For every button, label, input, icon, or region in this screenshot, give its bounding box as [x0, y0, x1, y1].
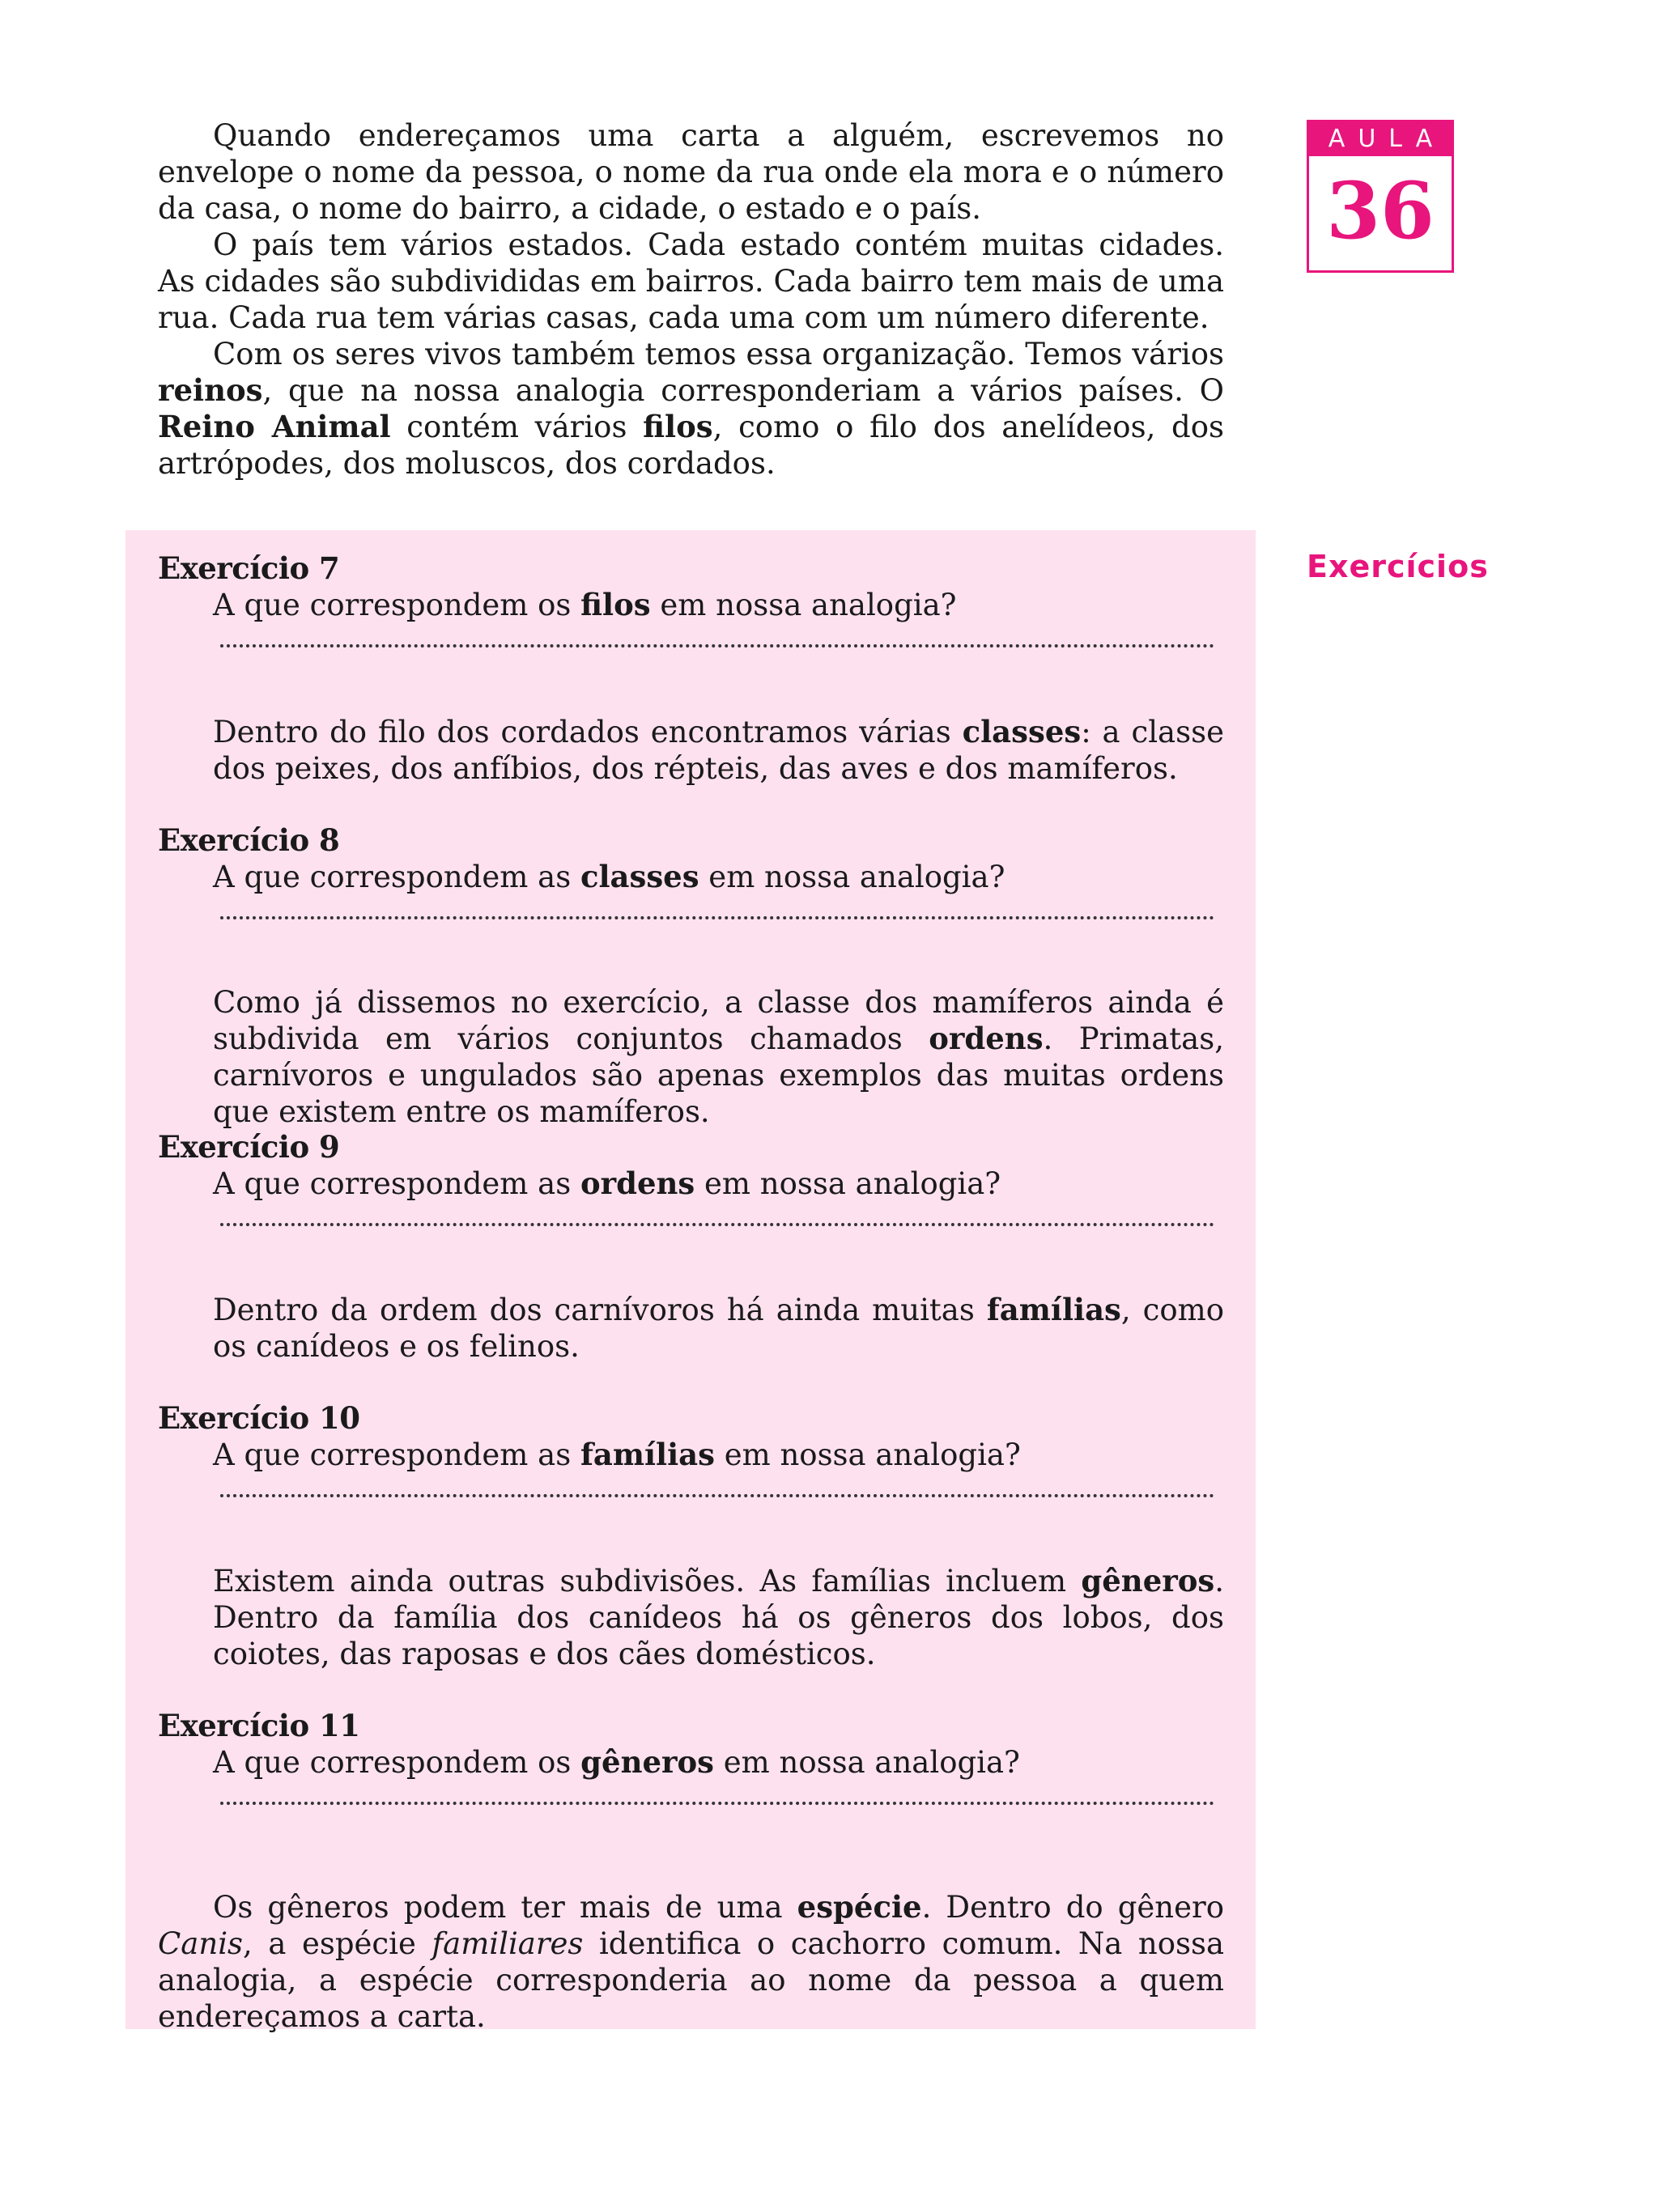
- exercise-title-8: Exercício 8: [158, 822, 340, 858]
- exercise-question-8: A que correspondem as classes em nossa analogia?: [213, 859, 1005, 894]
- answer-line-9[interactable]: [220, 1223, 1214, 1226]
- exercise-question-7: A que correspondem os filos em nossa analogia?: [213, 587, 957, 622]
- section-title: Exercícios: [1307, 549, 1489, 584]
- text-especie: Os gêneros podem ter mais de uma espécie. Dentro do gênero Canis, a espécie familiares identifica o cachorro comum. Na nossa analogia, a espécie corresponderia ao nome da pessoa a quem endereçamos a carta.: [158, 1889, 1225, 2034]
- answer-line-8[interactable]: [220, 916, 1214, 919]
- lesson-badge: [1307, 120, 1454, 273]
- answer-line-10[interactable]: [220, 1494, 1214, 1497]
- text-familias: Dentro da ordem dos carnívoros há ainda muitas famílias, como os canídeos e os felinos.: [213, 1292, 1224, 1364]
- exercise-question-9: A que correspondem as ordens em nossa analogia?: [213, 1165, 1001, 1201]
- answer-line-11[interactable]: [220, 1802, 1214, 1805]
- lesson-number: 36: [1326, 165, 1435, 257]
- lesson-label: AULA: [1309, 122, 1452, 156]
- intro-paragraph-3: Com os seres vivos também temos essa organização. Temos vários reinos, que na nossa analogia corresponderiam a vários países. O Reino Animal contém vários filos, como o filo dos anelídeos, dos artrópodes, dos moluscos, dos cordados.: [158, 337, 1224, 481]
- exercise-title-7: Exercício 7: [158, 550, 340, 586]
- intro-paragraph-1: Quando endereçamos uma carta a alguém, escrevemos no envelope o nome da pessoa, o nome da rua onde ela mora e o número da casa, o nome do bairro, a cidade, o estado e o país.: [158, 118, 1224, 226]
- answer-line-7[interactable]: [220, 644, 1214, 647]
- exercise-title-9: Exercício 9: [158, 1129, 340, 1165]
- text-generos: Existem ainda outras subdivisões. As famílias incluem gêneros. Dentro da família dos canídeos há os gêneros dos lobos, dos coiotes, das raposas e dos cães domésticos.: [213, 1563, 1224, 1671]
- exercise-title-11: Exercício 11: [158, 1708, 360, 1743]
- intro-paragraph-2: O país tem vários estados. Cada estado contém muitas cidades. As cidades são subdivididas em bairros. Cada bairro tem mais de uma rua. Cada rua tem várias casas, cada uma com um número diferente.: [158, 227, 1224, 335]
- exercise-question-11: A que correspondem os gêneros em nossa analogia?: [213, 1744, 1020, 1780]
- exercise-title-10: Exercício 10: [158, 1400, 360, 1436]
- exercise-question-10: A que correspondem as famílias em nossa analogia?: [213, 1437, 1021, 1472]
- text-ordens: Como já dissemos no exercício, a classe dos mamíferos ainda é subdivida em vários conjuntos chamados ordens. Primatas, carnívoros e ungulados são apenas exemplos das muitas ordens que existem entre os mamíferos.: [213, 985, 1224, 1129]
- text-classes: Dentro do filo dos cordados encontramos várias classes: a classe dos peixes, dos anfíbios, dos répteis, das aves e dos mamíferos.: [213, 714, 1224, 786]
